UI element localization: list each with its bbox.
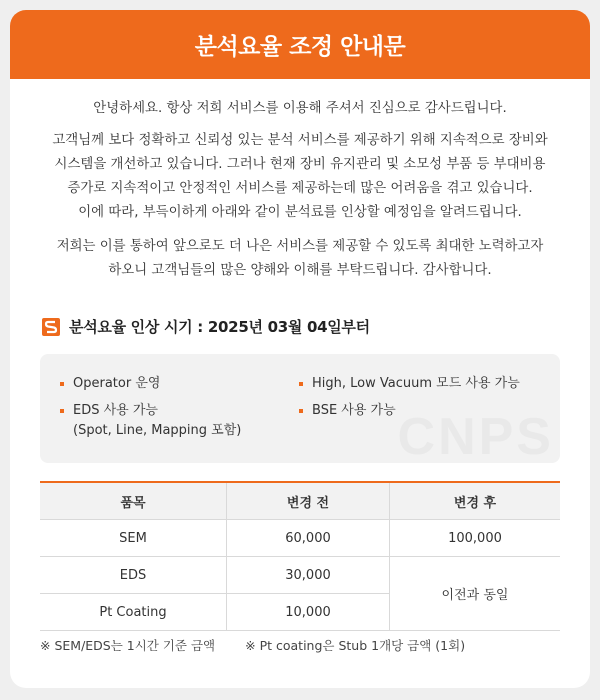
cell-before: 60,000 bbox=[227, 520, 390, 557]
feature-item bbox=[60, 374, 241, 394]
service-features-box bbox=[40, 354, 560, 463]
column-header-before: 변경 전 bbox=[227, 482, 390, 520]
feature-sublabel: (Spot, Line, Mapping 포함) bbox=[73, 423, 242, 438]
bullet-icon bbox=[60, 382, 64, 386]
table-row bbox=[40, 557, 560, 594]
intro-line: 증가로 지속적이고 안정적인 서비스를 제공하는데 많은 어려움을 겪고 있습니다. bbox=[67, 181, 533, 196]
table-header-row bbox=[40, 482, 560, 520]
bullet-icon bbox=[299, 382, 303, 386]
intro-line: 저희는 이를 통하여 앞으로도 더 나은 서비스를 제공할 수 있도록 최대한 노력하고자 bbox=[56, 239, 544, 254]
column-header-item: 품목 bbox=[40, 482, 227, 520]
bullet-icon bbox=[299, 409, 303, 413]
price-table bbox=[40, 481, 560, 631]
table-row bbox=[40, 520, 560, 557]
cell-before: 10,000 bbox=[227, 594, 390, 631]
brand-s-icon bbox=[42, 318, 60, 336]
intro-line: 고객님께 보다 정확하고 신뢰성 있는 분석 서비스를 제공하기 위해 지속적으로 장비와 bbox=[52, 133, 548, 148]
feature-label: High, Low Vacuum 모드 사용 가능 bbox=[312, 376, 520, 391]
cell-after: 100,000 bbox=[390, 520, 561, 557]
footnote: ※ SEM/EDS는 1시간 기준 금액 bbox=[40, 638, 216, 653]
cell-after-merged: 이전과 동일 bbox=[390, 557, 561, 631]
feature-label: BSE 사용 가능 bbox=[312, 403, 396, 418]
cell-before: 30,000 bbox=[227, 557, 390, 594]
intro-line: 이에 따라, 부득이하게 아래와 같이 분석료를 인상할 예정임을 알려드립니다. bbox=[78, 205, 522, 220]
footnotes bbox=[40, 636, 465, 654]
intro-text bbox=[10, 97, 590, 283]
cnps-watermark: CNPS bbox=[397, 408, 554, 463]
intro-greeting: 안녕하세요. 항상 저희 서비스를 이용해 주셔서 진심으로 감사드립니다. bbox=[93, 101, 507, 116]
notice-header bbox=[10, 10, 590, 79]
feature-label: Operator 운영 bbox=[73, 376, 161, 391]
intro-line: 하오니 고객님들의 많은 양해와 이해를 부탁드립니다. 감사합니다. bbox=[108, 263, 492, 278]
effective-date-text: 분석요율 인상 시기 : 2025년 03월 04일부터 bbox=[69, 318, 370, 336]
bullet-icon bbox=[60, 409, 64, 413]
intro-line: 시스템을 개선하고 있습니다. 그러나 현재 장비 유지관리 및 소모성 부품 등 부대비용 bbox=[54, 157, 546, 172]
feature-item bbox=[60, 401, 241, 441]
notice-title: 분석요율 조정 안내문 bbox=[194, 34, 406, 60]
intro-paragraph-closing bbox=[28, 235, 572, 283]
feature-label: EDS 사용 가능 bbox=[73, 403, 158, 418]
cell-item: SEM bbox=[40, 520, 227, 557]
intro-paragraph-reason bbox=[28, 129, 572, 225]
footnote: ※ Pt coating은 Stub 1개당 금액 (1회) bbox=[245, 638, 466, 653]
features-left-column bbox=[60, 374, 241, 448]
notice-card bbox=[10, 10, 590, 688]
feature-item bbox=[299, 374, 520, 394]
cell-item: EDS bbox=[40, 557, 227, 594]
column-header-after: 변경 후 bbox=[390, 482, 561, 520]
effective-date-heading bbox=[42, 316, 370, 337]
cell-item: Pt Coating bbox=[40, 594, 227, 631]
